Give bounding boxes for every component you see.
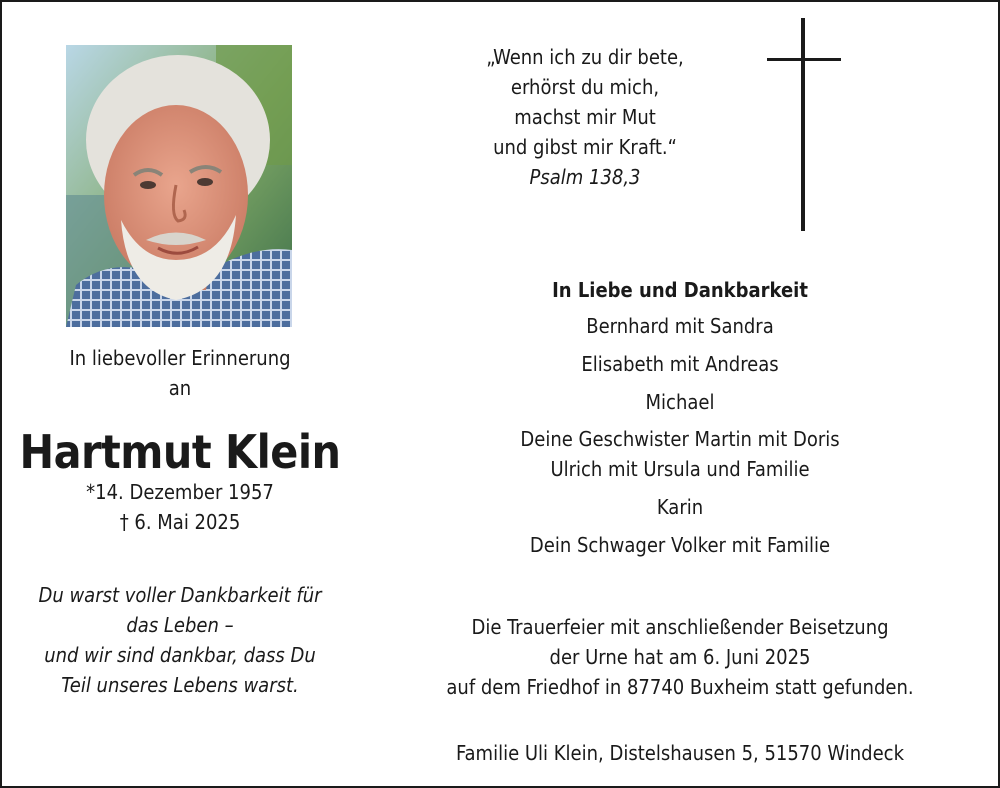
death-date: † 6. Mai 2025 bbox=[119, 510, 241, 534]
quote-source: Psalm 138,3 bbox=[529, 165, 641, 189]
mourner-entry: Dein Schwager Volker mit Familie bbox=[529, 533, 831, 557]
psalm-quote bbox=[430, 42, 740, 192]
saying-line: Teil unseres Lebens warst. bbox=[61, 673, 299, 697]
deceased-name: Hartmut Klein bbox=[19, 425, 341, 479]
mourner-entry: Deine Geschwister Martin mit Doris bbox=[520, 427, 840, 451]
mourner-entry: Ulrich mit Ursula und Familie bbox=[550, 457, 810, 481]
saying bbox=[10, 580, 350, 700]
saying-line: das Leben – bbox=[126, 613, 234, 637]
funeral-info bbox=[400, 612, 960, 702]
saying-line: Du warst voller Dankbarkeit für bbox=[38, 583, 322, 607]
quote-line: erhörst du mich, bbox=[510, 75, 660, 99]
quote-line: und gibst mir Kraft.“ bbox=[493, 135, 677, 159]
cross-icon bbox=[801, 18, 805, 231]
memory-line: In liebevoller Erinnerung bbox=[69, 346, 291, 370]
funeral-line: auf dem Friedhof in 87740 Buxheim statt gefunden. bbox=[446, 675, 914, 699]
mourner-entry: Karin bbox=[656, 495, 704, 519]
saying-line: und wir sind dankbar, dass Du bbox=[44, 643, 316, 667]
mourner-entry: Michael bbox=[645, 390, 715, 414]
family-address: Familie Uli Klein, Distelshausen 5, 51570 Windeck bbox=[456, 741, 904, 765]
funeral-line: Die Trauerfeier mit anschließender Beisetzung bbox=[471, 615, 889, 639]
memory-line-an: an bbox=[168, 376, 192, 400]
mourners-heading: In Liebe und Dankbarkeit bbox=[552, 278, 808, 302]
birth-date: *14. Dezember 1957 bbox=[86, 480, 274, 504]
portrait-photo bbox=[66, 45, 292, 327]
mourner-entry: Bernhard mit Sandra bbox=[586, 314, 774, 338]
cross-icon-bar bbox=[767, 58, 841, 61]
quote-line: machst mir Mut bbox=[514, 105, 656, 129]
quote-line: „Wenn ich zu dir bete, bbox=[486, 45, 684, 69]
funeral-line: der Urne hat am 6. Juni 2025 bbox=[549, 645, 811, 669]
mourner-entry: Elisabeth mit Andreas bbox=[581, 352, 779, 376]
